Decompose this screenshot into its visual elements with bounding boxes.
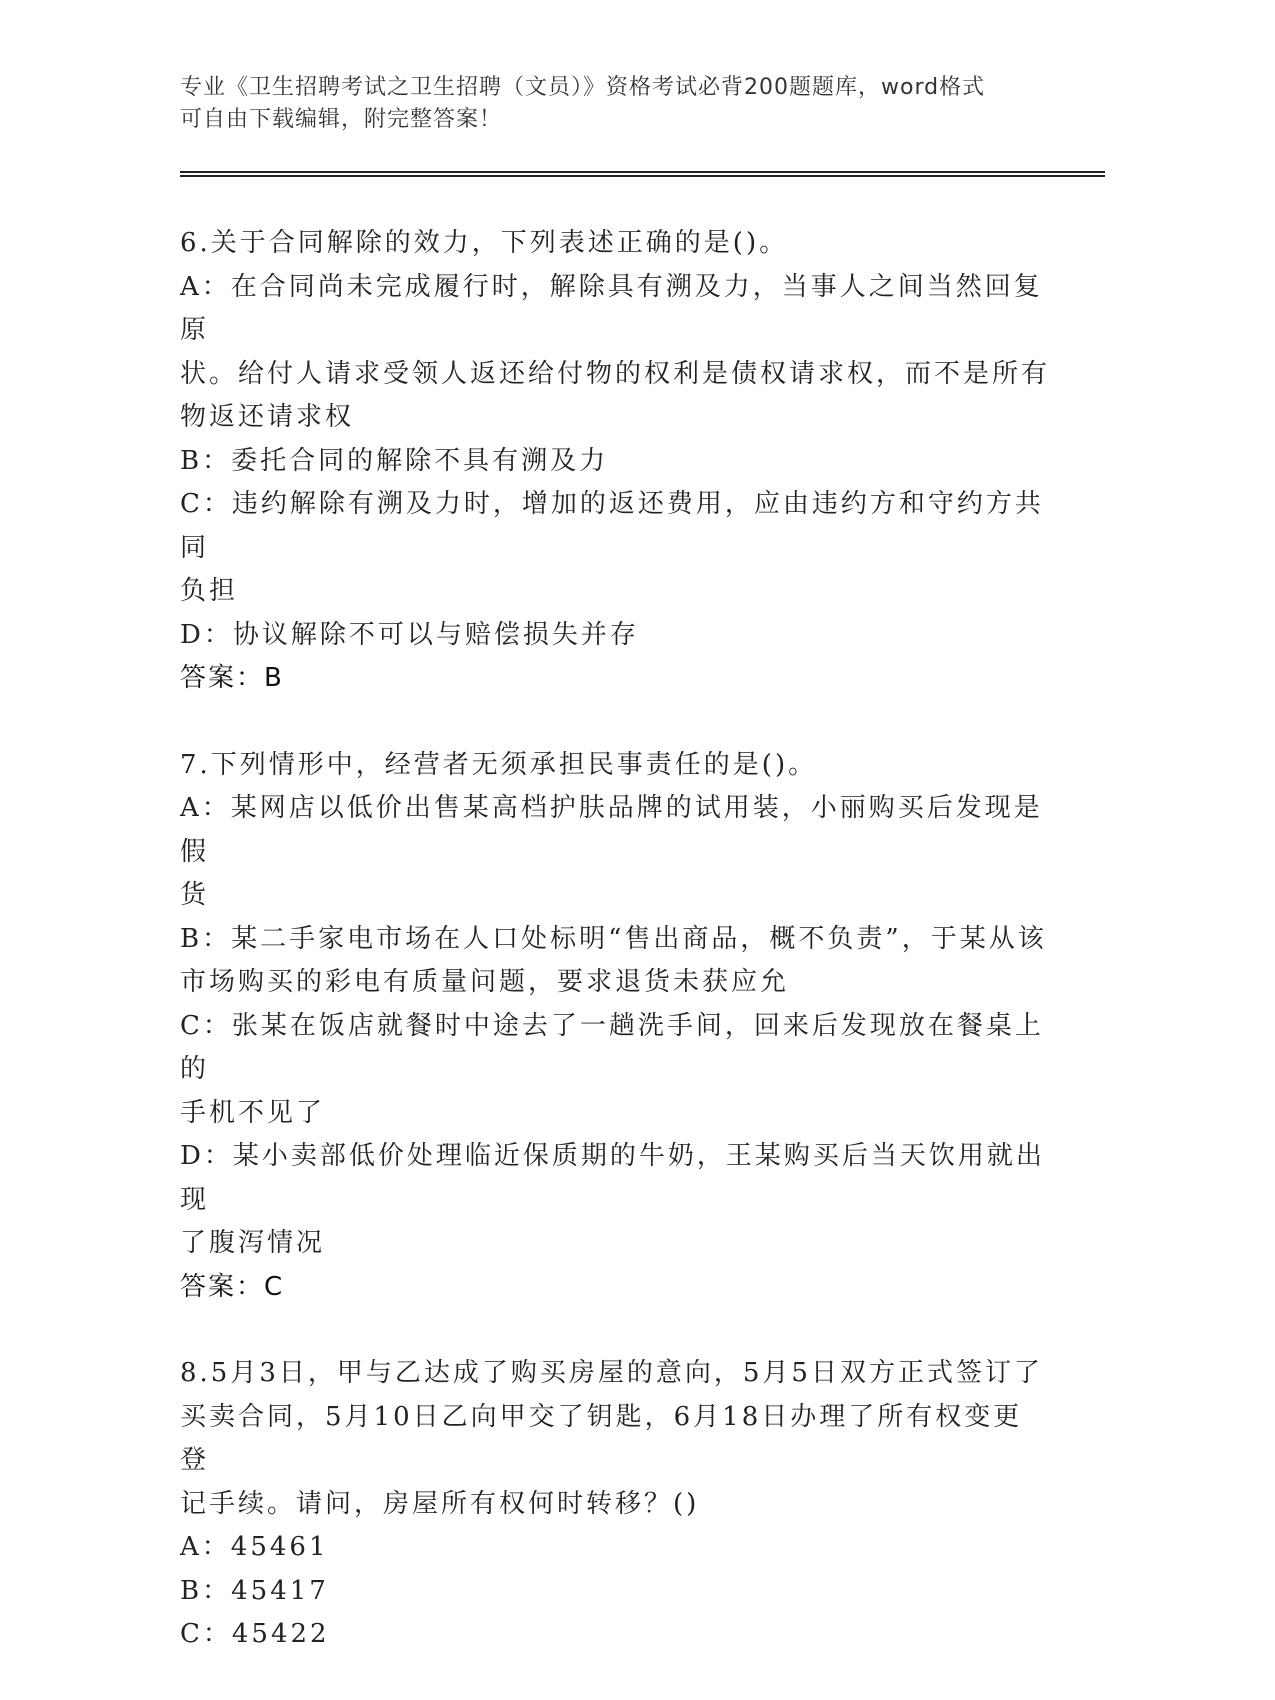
- header-double-rule: [180, 171, 1105, 177]
- question-stem: 8.5月3日，甲与乙达成了购买房屋的意向，5月5日双方正式签订了: [180, 1358, 1043, 1388]
- question-list: [180, 222, 1050, 1700]
- option-c-continued: 手机不见了: [180, 1097, 326, 1128]
- option-a: A：某网店以低价出售某高档护肤品牌的试用装，小丽购买后发现是假: [180, 793, 1043, 867]
- option-d-continued: 了腹泻情况: [180, 1228, 326, 1258]
- question-stem-continued: 买卖合同，5月10日乙向甲交了钥匙，6月18日办理了所有权变更登: [180, 1401, 1023, 1475]
- option-a-continued: 货: [180, 880, 210, 910]
- question-6: [180, 222, 1050, 701]
- option-c: C：违约解除有溯及力时，增加的返还费用，应由违约方和守约方共同: [180, 489, 1044, 563]
- option-b-continued: 市场购买的彩电有质量问题，要求退货未获应允: [180, 967, 790, 997]
- option-c: C：45422: [180, 1619, 330, 1649]
- option-c-continued: 负担: [180, 576, 239, 606]
- question-stem: 7.下列情形中，经营者无须承担民事责任的是()。: [180, 749, 818, 780]
- option-a-continued: 状。给付人请求受领人返还给付物的权利是债权请求权，而不是所有: [180, 358, 1051, 389]
- option-b: B：45417: [180, 1575, 329, 1606]
- option-b: B：某二手家电市场在人口处标明“售出商品，概不负责”，于某从该: [180, 923, 1047, 954]
- header-line-2: 可自由下载编辑，附完整答案！: [180, 107, 503, 132]
- page-header: [180, 72, 1040, 136]
- header-line-1: 专业《卫生招聘考试之卫生招聘（文员）》资格考试必背200题题库，word格式: [180, 75, 986, 100]
- option-b: B：委托合同的解除不具有溯及力: [180, 445, 609, 476]
- question-stem: 6.关于合同解除的效力，下列表述正确的是()。: [180, 228, 789, 258]
- option-a: A：在合同尚未完成履行时，解除具有溯及力，当事人之间当然回复原: [180, 271, 1043, 345]
- question-8: [180, 1352, 1050, 1657]
- option-a-continued: 物返还请求权: [180, 402, 355, 432]
- option-d: D：协议解除不可以与赔偿损失并存: [180, 619, 639, 650]
- option-c: C：张某在饭店就餐时中途去了一趟洗手间，回来后发现放在餐桌上的: [180, 1010, 1044, 1084]
- question-stem-continued: 记手续。请问，房屋所有权何时转移？(): [180, 1488, 700, 1519]
- option-d: D：某小卖部低价处理临近保质期的牛奶，王某购买后当天饮用就出现: [180, 1141, 1045, 1215]
- answer-line: 答案：C: [180, 1271, 285, 1302]
- option-a: A：45461: [180, 1532, 329, 1562]
- question-7: [180, 744, 1050, 1310]
- answer-line: 答案：B: [180, 663, 284, 693]
